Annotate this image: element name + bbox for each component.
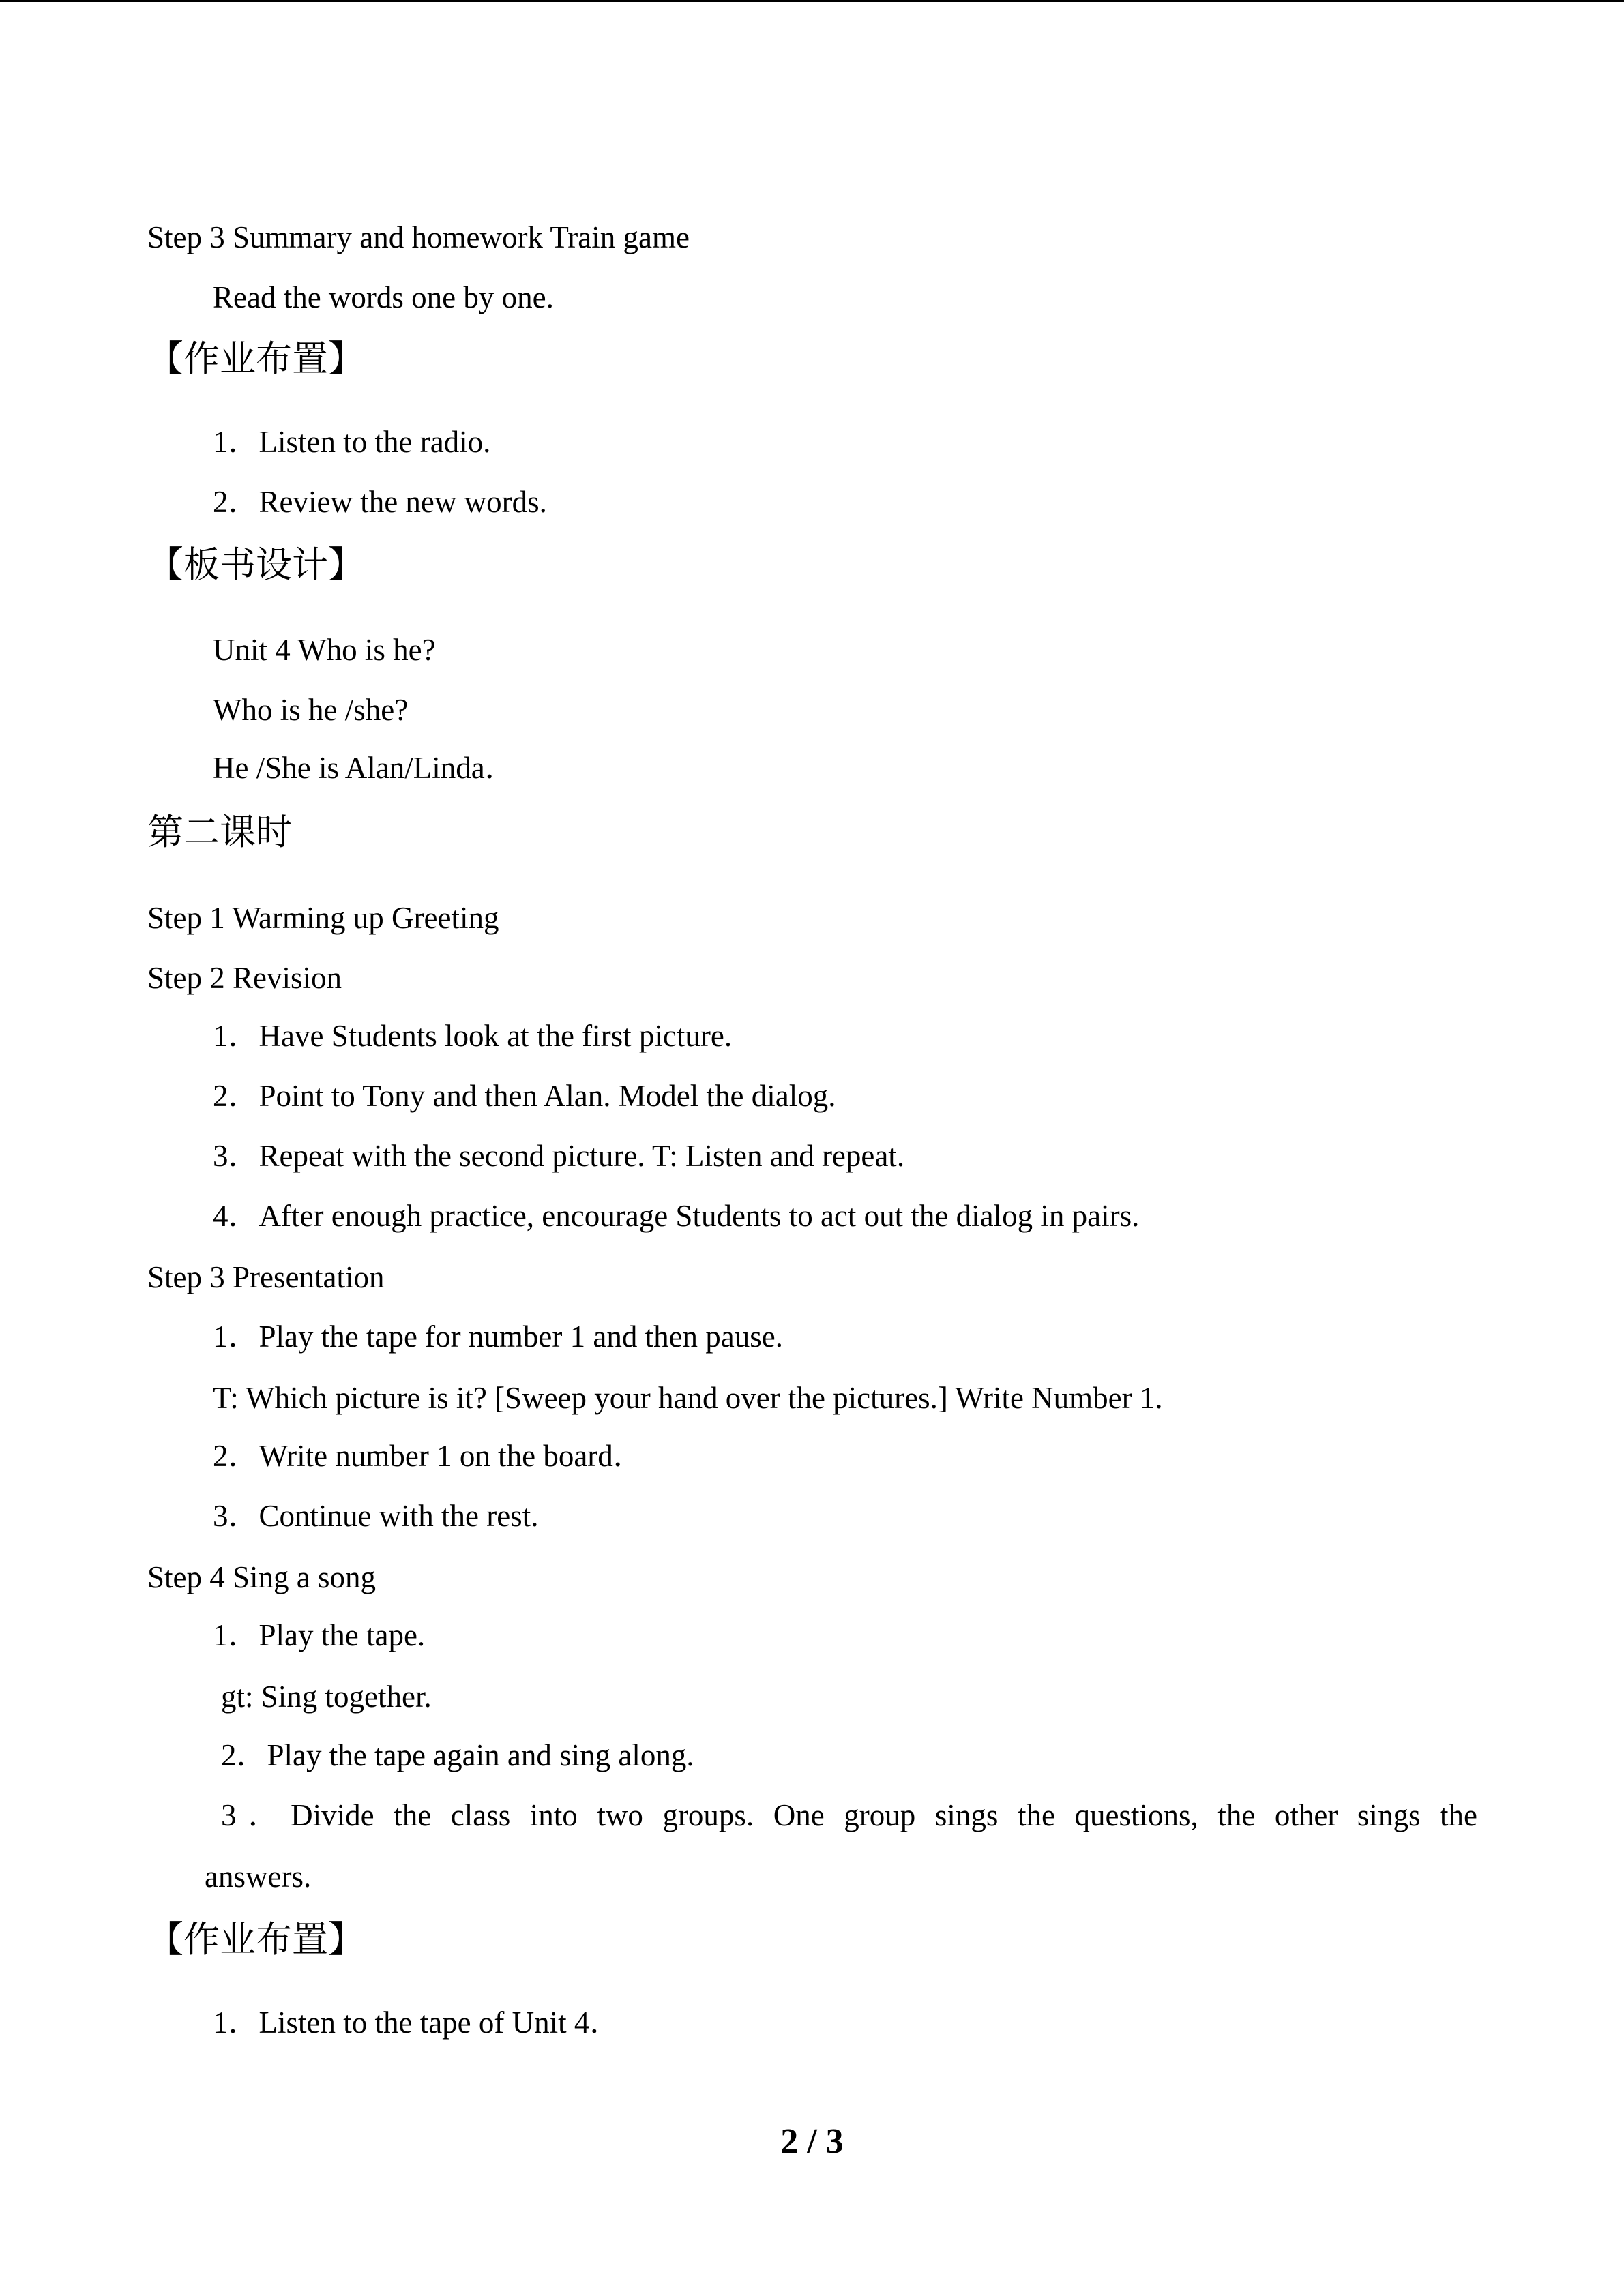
- song-item-3-continuation: answers.: [205, 1860, 312, 1894]
- read-words-line: Read the words one by one.: [213, 280, 554, 314]
- homework2-item-1: 1．Listen to the tape of Unit 4．: [213, 2006, 621, 2040]
- step2-line: Step 2 Revision: [147, 961, 342, 995]
- song-item-1: 1．Play the tape.: [213, 1618, 426, 1652]
- blackboard-line-3: He /She is Alan/Linda．: [213, 751, 516, 785]
- homework-heading: 【作业布置】: [147, 338, 364, 380]
- second-lesson-heading: 第二课时: [147, 811, 292, 853]
- step3-summary-line: Step 3 Summary and homework Train game: [147, 220, 690, 254]
- presentation-item-1: 1．Play the tape for number 1 and then pause.: [213, 1320, 784, 1354]
- song-gt-line: gt: Sing together.: [221, 1680, 432, 1714]
- page-number: 2 / 3: [780, 2122, 844, 2161]
- revision-item-3: 3．Repeat with the second picture. T: Listen and repeat.: [213, 1139, 905, 1173]
- presentation-item-3: 3．Continue with the rest.: [213, 1499, 539, 1533]
- step3-presentation-line: Step 3 Presentation: [147, 1260, 385, 1294]
- song-item-2: 2．Play the tape again and sing along.: [221, 1738, 694, 1772]
- revision-item-1: 1．Have Students look at the first picture.: [213, 1019, 733, 1053]
- homework-item-1: 1．Listen to the radio.: [213, 425, 491, 459]
- homework-item-2: 2．Review the new words.: [213, 485, 547, 519]
- revision-item-4: 4．After enough practice, encourage Students to act out the dialog in pairs.: [213, 1199, 1140, 1233]
- blackboard-line-2: Who is he /she?: [213, 693, 409, 727]
- step1-line: Step 1 Warming up Greeting: [147, 901, 499, 935]
- presentation-item-2: 2．Write number 1 on the board．: [213, 1439, 644, 1473]
- blackboard-design-heading: 【板书设计】: [147, 544, 364, 586]
- homework-heading-2: 【作业布置】: [147, 1919, 364, 1960]
- step4-line: Step 4 Sing a song: [147, 1560, 377, 1594]
- song-item-3: 3．Divide the class into two groups. One group sings the questions, the other sings the: [221, 1798, 1477, 1832]
- revision-item-2: 2．Point to Tony and then Alan. Model the dialog.: [213, 1079, 836, 1113]
- blackboard-line-1: Unit 4 Who is he?: [213, 633, 436, 667]
- presentation-dialog-line: T: Which picture is it? [Sweep your hand over the pictures.] Write Number 1.: [213, 1381, 1163, 1415]
